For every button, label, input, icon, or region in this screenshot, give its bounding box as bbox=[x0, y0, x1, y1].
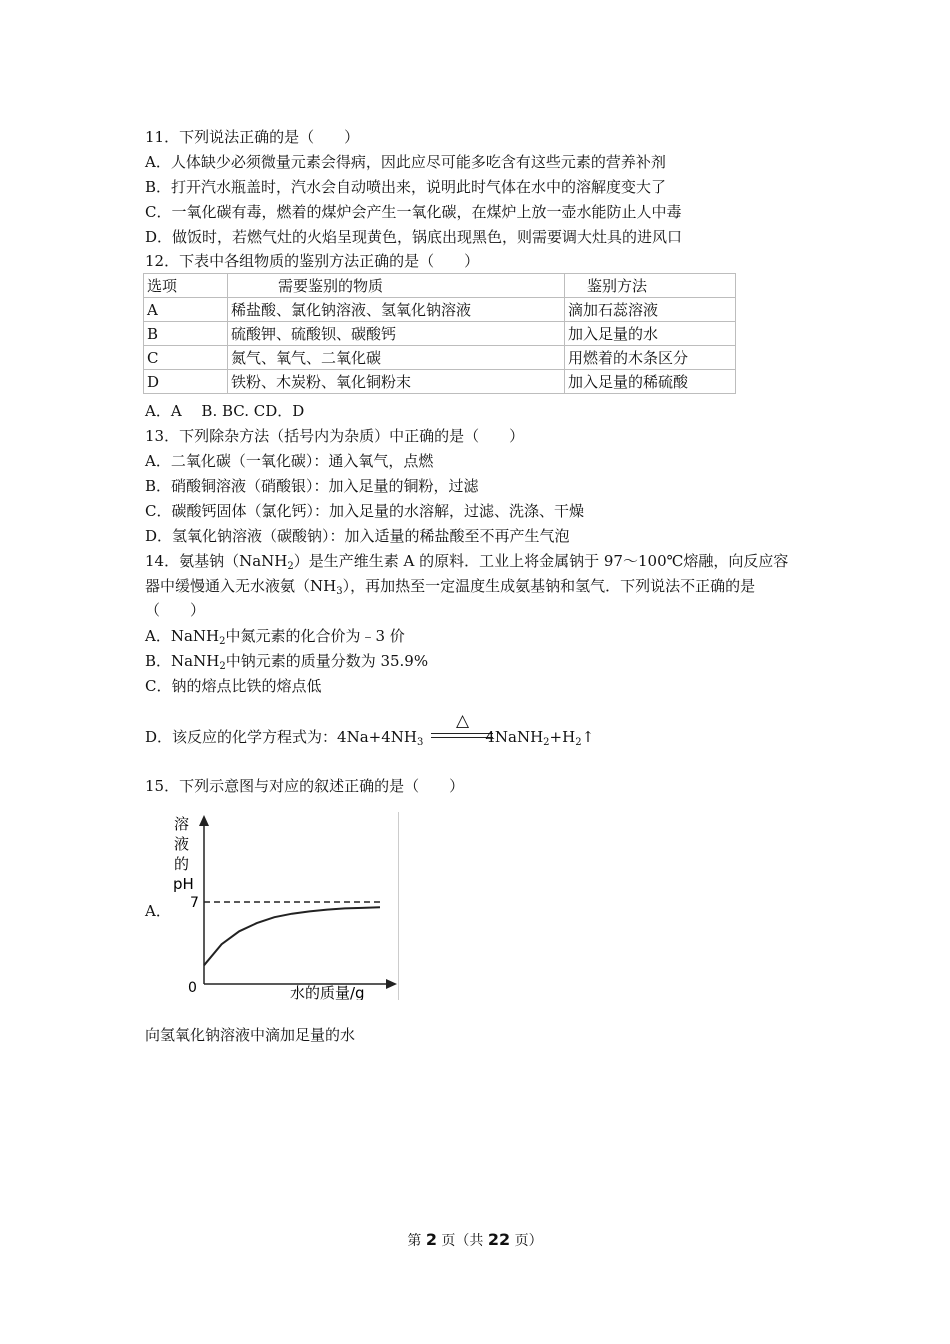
footer-text: 页（共 bbox=[436, 1233, 488, 1249]
q14-text: 4NaNH bbox=[485, 728, 544, 746]
q14-text: ）是生产维生素 A 的原料．工业上将金属钠于 97～100℃熔融，向反应容 bbox=[293, 552, 789, 570]
table-cell: B bbox=[144, 322, 228, 346]
table-row bbox=[144, 322, 736, 346]
q14-text: 中氮元素的化合价为﹣3 价 bbox=[225, 627, 405, 645]
table-cell: C bbox=[144, 346, 228, 370]
footer-text: 第 bbox=[407, 1233, 426, 1249]
table-cell: 铁粉、木炭粉、氧化铜粉末 bbox=[228, 370, 565, 394]
q14-text: A．NaNH bbox=[145, 627, 220, 645]
q14-subscript: 2 bbox=[287, 561, 294, 572]
y-axis-label-char: 的 bbox=[174, 855, 190, 873]
ph-curve bbox=[204, 907, 380, 965]
q14-subscript: 3 bbox=[336, 586, 343, 597]
q14-text: B．NaNH bbox=[145, 652, 220, 670]
q14-option-d bbox=[145, 727, 594, 753]
table-cell: 硫酸钾、硫酸钡、碳酸钙 bbox=[228, 322, 565, 346]
ph-graph-svg bbox=[172, 812, 398, 1000]
q15-stem: 15．下列示意图与对应的叙述正确的是（ ） bbox=[145, 777, 465, 795]
table-cell: 加入足量的水 bbox=[565, 322, 736, 346]
q11-option-d: D．做饭时，若燃气灶的火焰呈现黄色，锅底出现黑色，则需要调大灶具的进风口 bbox=[145, 228, 683, 246]
q12-options: A．A B. BC. CD．D bbox=[145, 402, 305, 420]
q14-text: ），再加热至一定温度生成氨基钠和氢气．下列说法不正确的是 bbox=[342, 577, 756, 595]
q11-option-b: B．打开汽水瓶盖时，汽水会自动喷出来，说明此时气体在水中的溶解度变大了 bbox=[145, 178, 667, 196]
table-cell: D bbox=[144, 370, 228, 394]
q14-subscript: 3 bbox=[416, 737, 424, 748]
table-header-row bbox=[144, 274, 736, 298]
x-axis-label: 水的质量/g bbox=[290, 984, 365, 1000]
q13-option-b: B．硝酸铜溶液（硝酸银）：加入足量的铜粉，过滤 bbox=[145, 477, 479, 495]
q14-text: 中钠元素的质量分数为 35.9% bbox=[225, 652, 429, 670]
q11-option-a: A．人体缺少必须微量元素会得病，因此应尽可能多吃含有这些元素的营养补剂 bbox=[145, 153, 666, 171]
table-cell: 滴加石蕊溶液 bbox=[565, 298, 736, 322]
q13-option-d: D．氢氧化钠溶液（碳酸钠）：加入适量的稀盐酸至不再产生气泡 bbox=[145, 527, 570, 545]
q14-subscript: 2 bbox=[219, 661, 226, 672]
table-cell: 稀盐酸、氯化钠溶液、氢氧化钠溶液 bbox=[228, 298, 565, 322]
footer-text: 页） bbox=[510, 1233, 543, 1249]
y-tick-label-7: 7 bbox=[190, 895, 199, 911]
q14-text: 器中缓慢通入无水液氨（NH bbox=[145, 577, 337, 595]
q14-stem-line3: （ ） bbox=[145, 601, 206, 619]
q11-option-c: C．一氧化碳有毒，燃着的煤炉会产生一氧化碳，在煤炉上放一壶水能防止人中毒 bbox=[145, 203, 682, 221]
table-header-cell: 鉴别方法 bbox=[565, 274, 736, 298]
q14-text: 14．氨基钠（NaNH bbox=[145, 552, 288, 570]
table-row bbox=[144, 370, 736, 394]
q14-stem-line1 bbox=[145, 551, 788, 577]
y-axis-label-char: 溶 bbox=[174, 815, 190, 833]
q14-option-b bbox=[145, 651, 428, 677]
q14-subscript: 2 bbox=[543, 737, 550, 748]
table-cell: 加入足量的稀硫酸 bbox=[565, 370, 736, 394]
y-axis-label-char: 液 bbox=[174, 835, 190, 853]
table-cell: 用燃着的木条区分 bbox=[565, 346, 736, 370]
q15-option-a-label: A． bbox=[145, 902, 171, 920]
reaction-condition-heat: △ bbox=[456, 711, 470, 731]
y-axis-arrow bbox=[199, 815, 209, 826]
q13-option-c: C．碳酸钙固体（氯化钙）：加入足量的水溶解，过滤、洗涤、干燥 bbox=[145, 502, 584, 520]
q14-option-c: C．钠的熔点比铁的熔点低 bbox=[145, 677, 322, 695]
q14-subscript: 2 bbox=[575, 737, 582, 748]
q12-table bbox=[143, 273, 736, 394]
table-header-cell: 选项 bbox=[144, 274, 228, 298]
page-number: 2 bbox=[425, 1230, 437, 1249]
table-cell: A bbox=[144, 298, 228, 322]
page-footer bbox=[0, 1230, 950, 1250]
x-axis-arrow bbox=[386, 979, 397, 989]
q14-stem-line2 bbox=[145, 576, 755, 602]
table-row bbox=[144, 346, 736, 370]
q14-option-a bbox=[145, 626, 405, 652]
q13-option-a: A．二氧化碳（一氧化碳）：通入氧气，点燃 bbox=[145, 452, 434, 470]
y-axis-label-char: pH bbox=[173, 875, 194, 893]
origin-label: 0 bbox=[188, 980, 197, 996]
ph-graph bbox=[172, 812, 399, 1000]
table-row bbox=[144, 298, 736, 322]
table-cell: 氮气、氧气、二氧化碳 bbox=[228, 346, 565, 370]
table-header-cell: 需要鉴别的物质 bbox=[228, 274, 565, 298]
q11-stem: 11．下列说法正确的是（ ） bbox=[145, 128, 360, 146]
q13-stem: 13．下列除杂方法（括号内为杂质）中正确的是（ ） bbox=[145, 427, 525, 445]
q14-text: D．该反应的化学方程式为：4Na+4NH bbox=[145, 728, 417, 746]
page-total: 22 bbox=[487, 1230, 511, 1249]
q14-subscript: 2 bbox=[219, 636, 226, 647]
q14-text: +H bbox=[549, 728, 576, 746]
q12-stem: 12．下表中各组物质的鉴别方法正确的是（ ） bbox=[145, 252, 480, 270]
q15-caption: 向氢氧化钠溶液中滴加足量的水 bbox=[145, 1026, 356, 1044]
gas-arrow: ↑ bbox=[581, 728, 595, 746]
